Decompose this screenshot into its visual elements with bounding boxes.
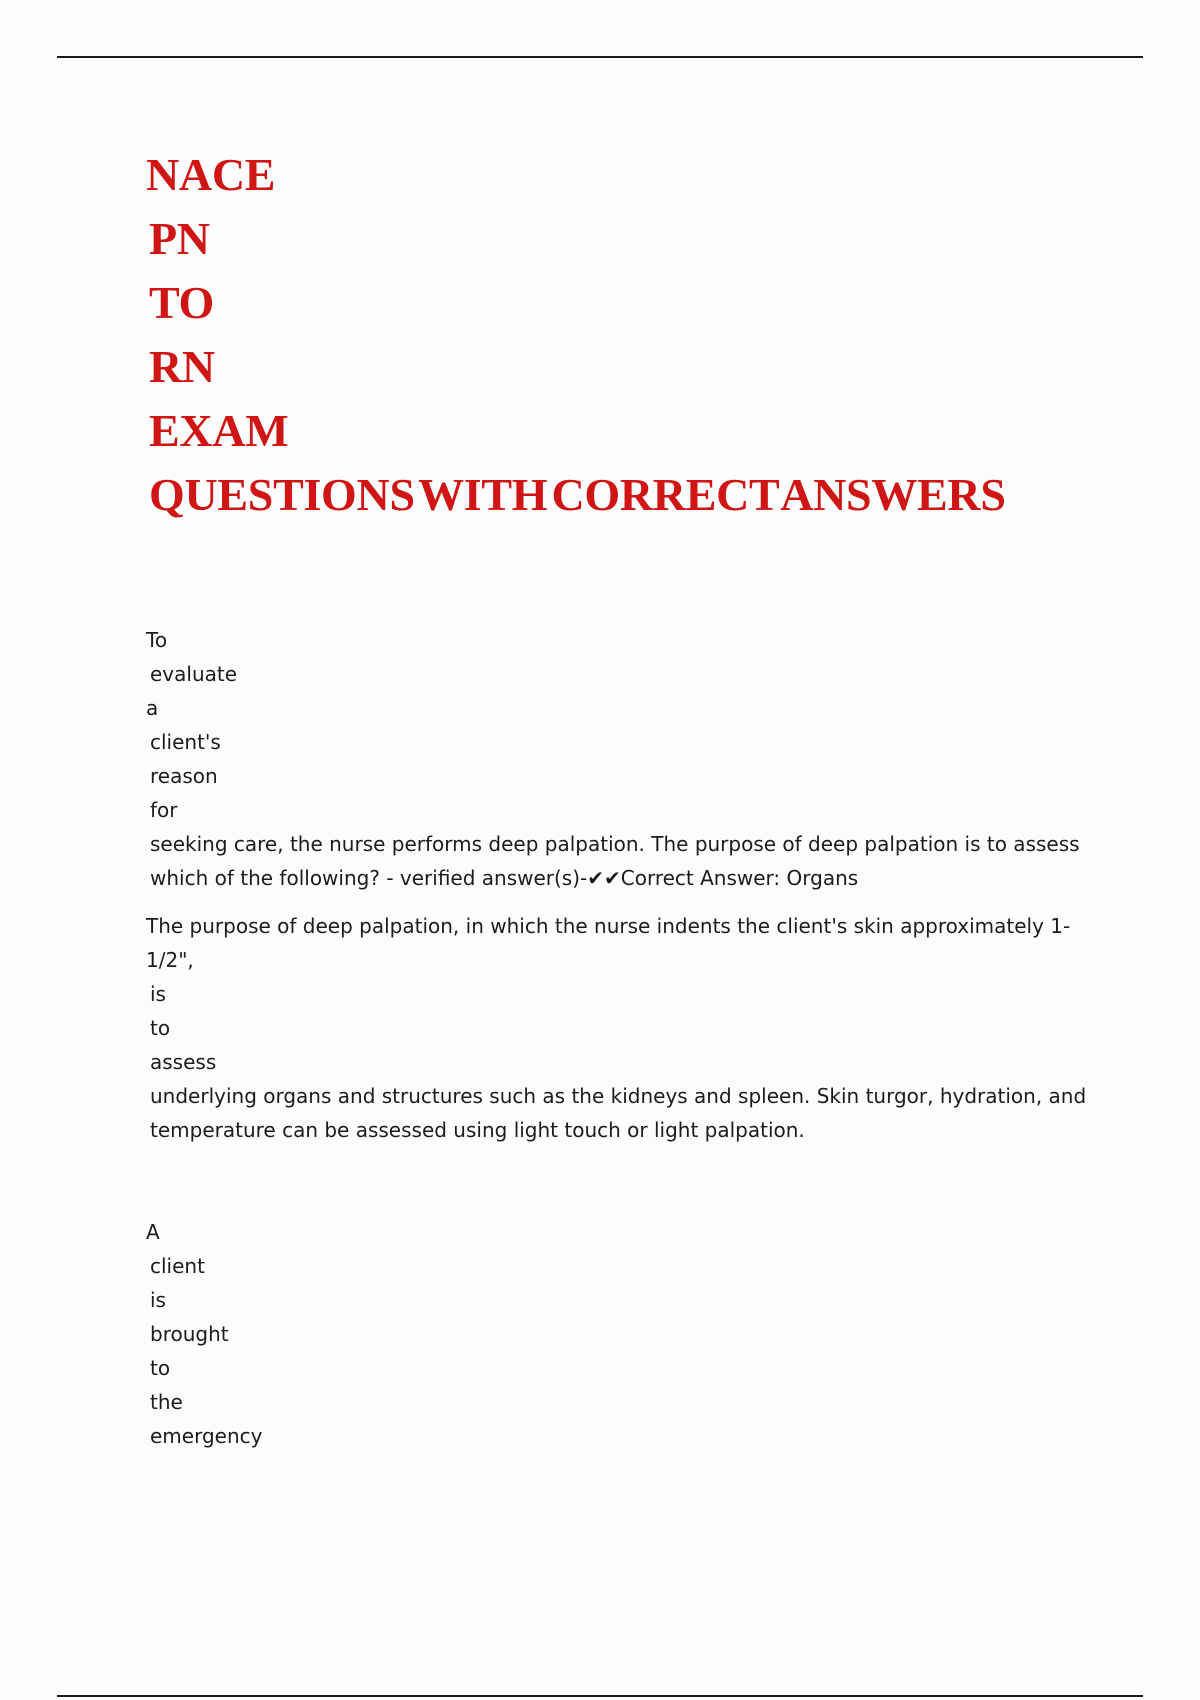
question-text: seeking care, the nurse performs deep palpation. The purpose of deep palpation is to assess which of the following? - verified answer(s)-✔✔Correct Answer: Organs — [150, 832, 1080, 890]
rationale-1 — [146, 909, 1091, 1147]
question-word: client — [150, 1254, 205, 1278]
title-line: TO — [149, 277, 215, 328]
title-line: QUESTIONS WITH CORRECT ANSWERS — [149, 469, 1006, 520]
question-word: brought — [150, 1322, 229, 1346]
question-word: a — [146, 696, 159, 720]
question-word: evaluate — [150, 662, 238, 686]
title-line: EXAM — [149, 405, 289, 456]
footer-rule — [57, 1695, 1143, 1697]
question-word: client's — [150, 730, 221, 754]
rationale-word: is — [150, 982, 166, 1006]
question-2 — [146, 1215, 1091, 1453]
title-line: RN — [149, 341, 215, 392]
question-word: the — [150, 1390, 183, 1414]
document-title — [146, 143, 1006, 527]
question-word: A — [146, 1220, 160, 1244]
rationale-word: assess — [150, 1050, 217, 1074]
title-line: NACE — [146, 149, 276, 200]
question-word: reason — [150, 764, 218, 788]
question-word: is — [150, 1288, 166, 1312]
title-line: PN — [149, 213, 210, 264]
question-word: To — [146, 628, 168, 652]
question-word: for — [150, 798, 178, 822]
question-word: to — [150, 1356, 171, 1380]
question-word: emergency — [150, 1424, 263, 1448]
header-rule — [57, 56, 1143, 58]
rationale-text-end: underlying organs and structures such as the kidneys and spleen. Skin turgor, hydration, and temperature can be assessed using light touch or light palpation. — [150, 1084, 1087, 1142]
rationale-text-start: The purpose of deep palpation, in which the nurse indents the client's skin approximately 1-1/2", — [146, 914, 1071, 972]
rationale-word: to — [150, 1016, 171, 1040]
question-1 — [146, 623, 1091, 895]
